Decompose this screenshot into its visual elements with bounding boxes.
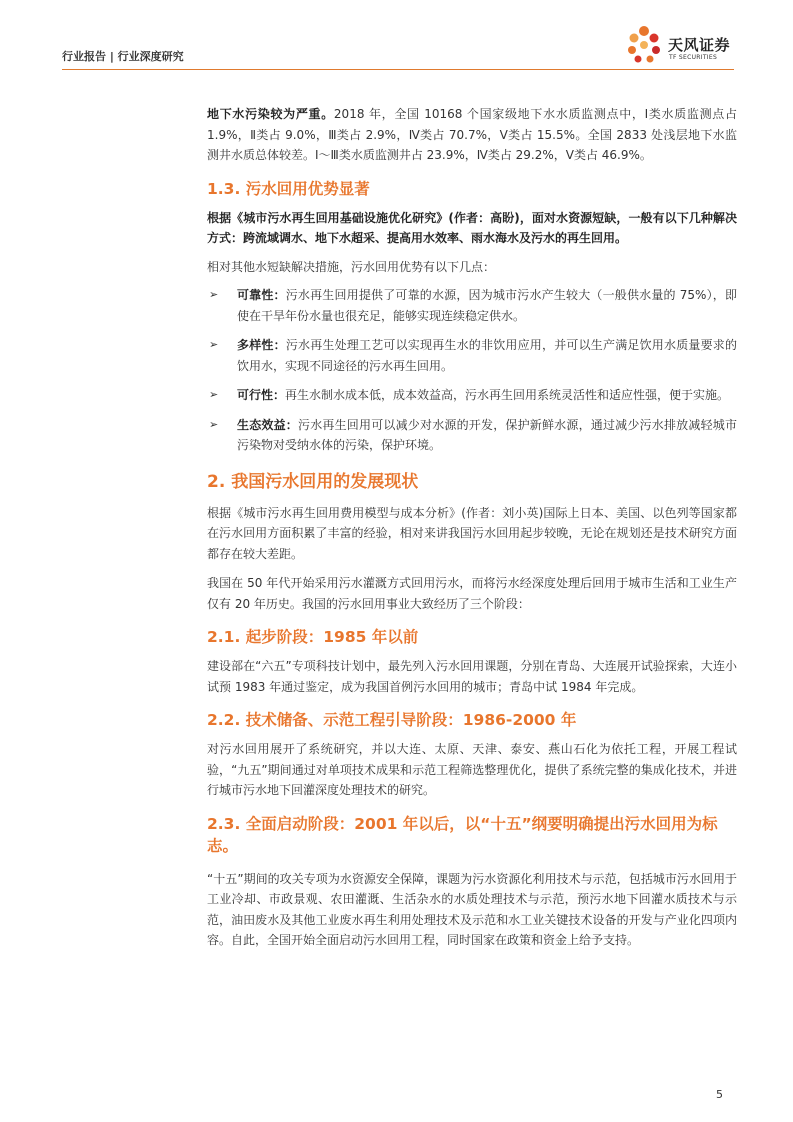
intro-text: 2018 年，全国 10168 个国家级地下水水质监测点中，Ⅰ类水质监测点占 1.9%，Ⅱ类占 9.0%，Ⅲ类占 2.9%，Ⅳ类占 70.7%，Ⅴ类占 15.5%。全国 2833 处浅层地下水监测井水质总体较差。Ⅰ～Ⅲ类水质监测井占 23.9%，Ⅳ类占 29.2%，Ⅴ类占 46.9%。 [207, 107, 737, 162]
report-body [207, 104, 737, 951]
arrow-bullet-icon: ➢ [209, 288, 219, 301]
logo-flower-icon [624, 24, 664, 68]
section-2-paragraph-1: 根据《城市污水再生回用费用模型与成本分析》(作者：刘小英)国际上日本、美国、以色列等国家都在污水回用方面积累了丰富的经验，相对来讲我国污水回用起步较晚，无论在规划还是技术研究方面都存在较大差距。 [207, 505, 737, 561]
section-2-3-heading: 2.3. 全面启动阶段：2001 年以后，以“十五”纲要明确提出污水回用为标志。 [207, 814, 718, 855]
list-item [207, 415, 737, 456]
bullet-label: 多样性： [237, 338, 286, 352]
arrow-bullet-icon: ➢ [209, 417, 219, 431]
list-item [207, 285, 737, 326]
logo-chinese-name: 天风证券 [668, 36, 731, 54]
bullet-label: 可行性： [237, 388, 286, 402]
section-2-heading: 2. 我国污水回用的发展现状 [207, 471, 419, 492]
section-2-1-heading: 2.1. 起步阶段：1985 年以前 [207, 628, 419, 646]
arrow-bullet-icon: ➢ [209, 388, 219, 401]
header-divider [62, 69, 734, 70]
section-1-3-heading: 1.3. 污水回用优势显著 [207, 179, 370, 198]
page-header [62, 36, 734, 68]
section-2-2-paragraph: 对污水回用展开了系统研究，并以大连、太原、天津、泰安、燕山石化为依托工程，开展工程试验，“九五”期间通过对单项技术成果和示范工程筛选整理优化，提供了系统完整的集成化技术，并进行城市污水地下回灌深度处理技术的研究。 [207, 742, 738, 797]
arrow-bullet-icon: ➢ [209, 338, 219, 351]
bullet-text: 污水再生回用提供了可靠的水源，因为城市污水产生较大（一般供水量的 75%），即使在干旱年份水量也很充足，能够实现连续稳定供水。 [237, 288, 737, 323]
section-1-3-bold-paragraph: 根据《城市污水再生回用基础设施优化研究》(作者：高盼)，面对水资源短缺，一般有以下几种解决方式：跨流域调水、地下水超采、提高用水效率、雨水海水及污水的再生回用。 [207, 210, 737, 245]
list-item [207, 335, 737, 376]
intro-paragraph [207, 104, 737, 166]
company-logo [624, 24, 734, 68]
bullet-text: 污水再生处理工艺可以实现再生水的非饮用应用，并可以生产满足饮用水质量要求的饮用水，实现不同途径的污水再生回用。 [237, 338, 737, 373]
logo-english-name: TF SECURITIES [669, 54, 718, 61]
section-2-2-heading: 2.2. 技术储备、示范工程引导阶段：1986-2000 年 [207, 711, 577, 729]
section-1-3-paragraph: 相对其他水短缺解决措施，污水回用优势有以下几点： [207, 259, 496, 274]
page-number: 5 [716, 1088, 723, 1101]
intro-bold-lead: 地下水污染较为严重。 [207, 107, 334, 121]
bullet-label: 生态效益： [237, 417, 298, 432]
section-2-paragraph-2: 我国在 50 年代开始采用污水灌溉方式回用污水，而将污水经深度处理后回用于城市生活和工业生产仅有 20 年历史。我国的污水回用事业大致经历了三个阶段： [207, 576, 737, 611]
list-item [207, 385, 737, 406]
bullet-label: 可靠性： [237, 288, 286, 302]
section-2-3-paragraph: “十五”期间的攻关专项为水资源安全保障，课题为污水资源化利用技术与示范，包括城市污水回用于工业冷却、市政景观、农田灌溉、生活杂水的水质处理技术与示范，预污水地下回灌水质技术与示范，油田废水及其他工业废水再生利用处理技术及示范和水工业关键技术设备的开发与产业化四项内容。自此，全国开始全面启动污水回用工程，同时国家在政策和资金上给予支持。 [207, 871, 737, 947]
bullet-text: 再生水制水成本低，成本效益高，污水再生回用系统灵活性和适应性强，便于实施。 [285, 388, 730, 402]
advantages-list [207, 285, 737, 456]
report-category: 行业报告 | 行业深度研究 [62, 50, 184, 63]
bullet-text: 污水再生回用可以减少对水源的开发，保护新鲜水源，通过减少污水排放减轻城市污染物对受纳水体的污染，保护环境。 [237, 417, 737, 452]
section-2-1-paragraph: 建设部在“六五”专项科技计划中，最先列入污水回用课题，分别在青岛、大连展开试验探索，大连小试预 1983 年通过鉴定，成为我国首例污水回用的城市；青岛中试 1984 年完成。 [207, 659, 737, 694]
